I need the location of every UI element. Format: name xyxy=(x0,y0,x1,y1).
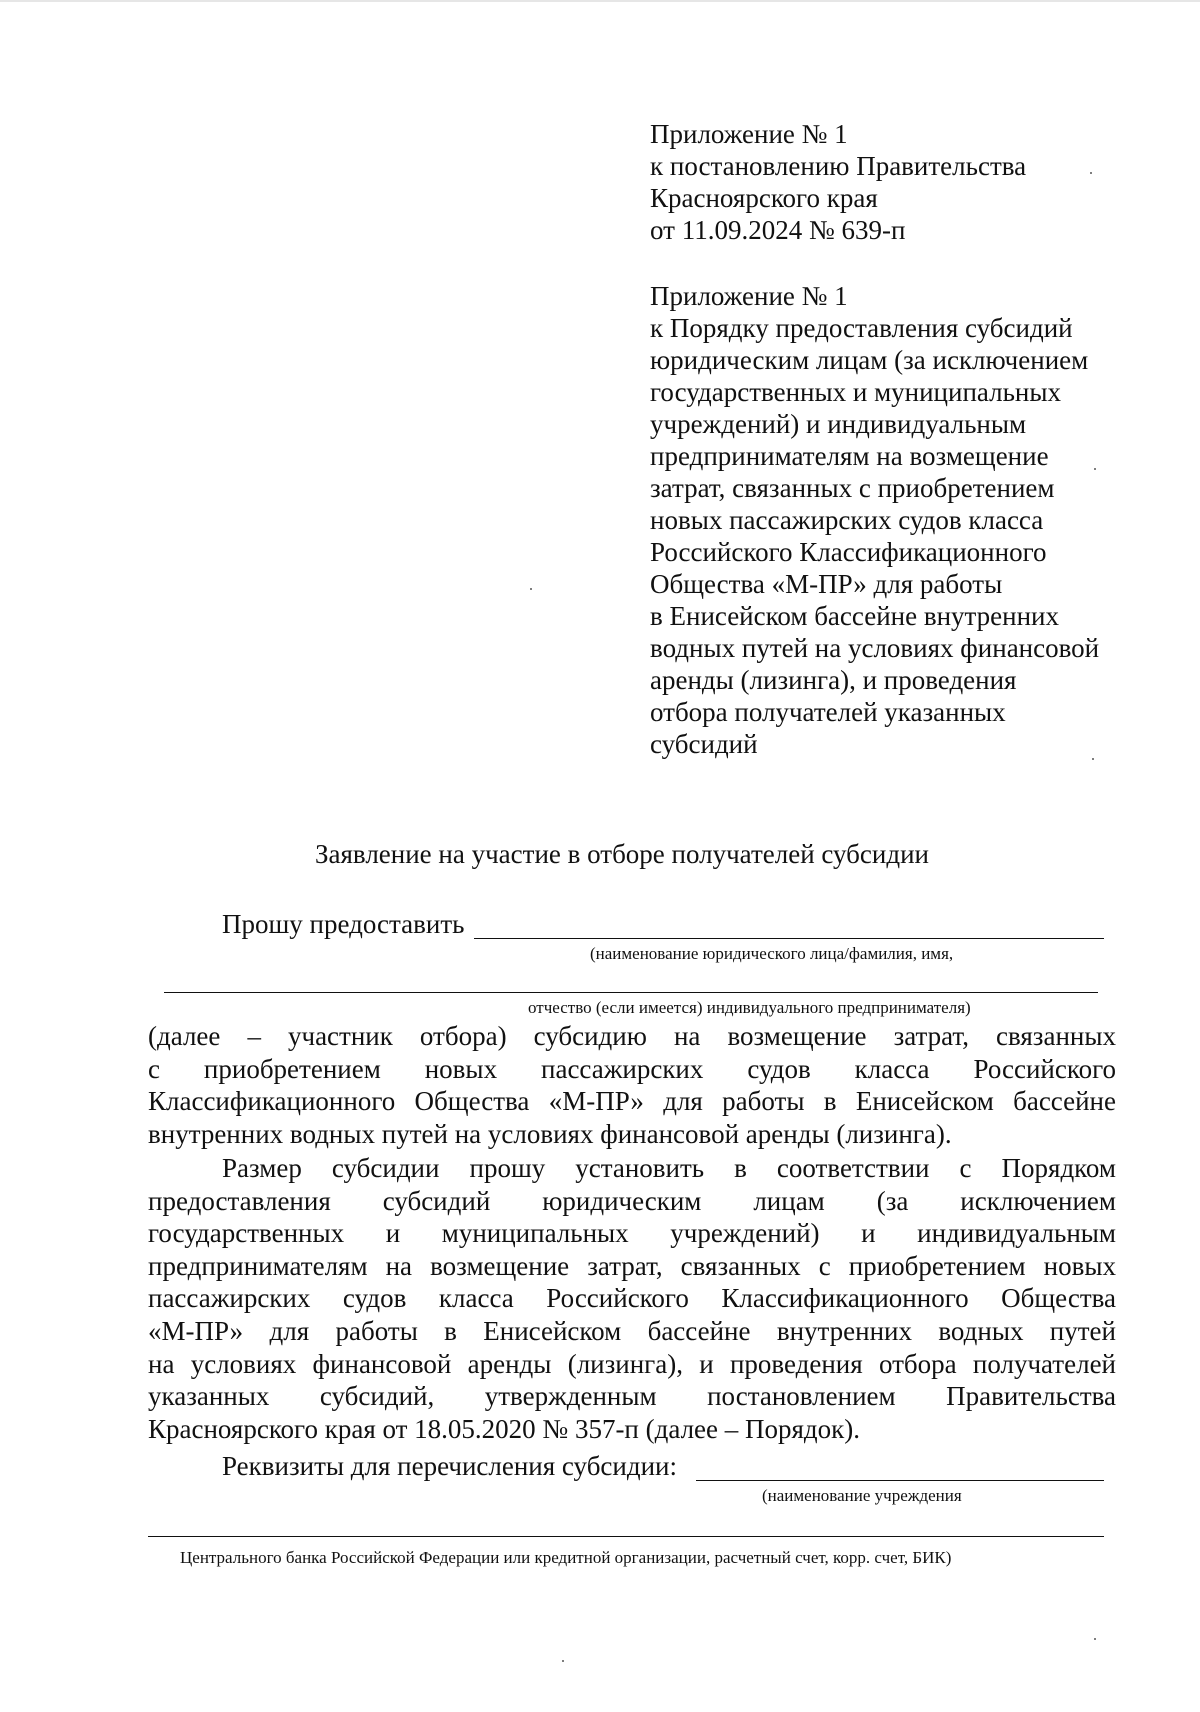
scan-speck xyxy=(1090,172,1092,174)
paragraph-line: предоставления субсидий юридическим лицам (за исключением xyxy=(148,1185,1116,1216)
paragraph-line: «М-ПР» для работы в Енисейском бассейне внутренних водных путей xyxy=(148,1315,1116,1346)
appendix-line: к постановлению Правительства xyxy=(650,151,1027,181)
appendix-header-resolution xyxy=(650,118,1150,246)
requisites-hint-2: Центрального банка Российской Федерации или кредитной организации, расчетный счет, корр. счет, БИК) xyxy=(180,1548,952,1567)
appendix-line: Общества «М-ПР» для работы xyxy=(650,569,1003,599)
scan-speck xyxy=(562,1660,564,1662)
appendix-line: к Порядку предоставления субсидий xyxy=(650,313,1073,343)
paragraph-line: на условиях финансовой аренды (лизинга), и проведения отбора получателей xyxy=(148,1348,1116,1379)
paragraph-line: пассажирских судов класса Российского Классификационного Общества xyxy=(148,1283,1116,1314)
scan-speck xyxy=(530,588,532,590)
scan-speck xyxy=(1094,468,1096,470)
paragraph-line: с приобретением новых пассажирских судов класса Российского xyxy=(148,1053,1116,1084)
appendix-line: государственных и муниципальных xyxy=(650,377,1061,407)
request-label: Прошу предоставить xyxy=(222,909,465,939)
requisites-hint: (наименование учреждения xyxy=(762,1486,962,1505)
requisites-label: Реквизиты для перечисления субсидии: xyxy=(222,1451,678,1481)
appendix-line: юридическим лицам (за исключением xyxy=(650,345,1089,375)
applicant-name-hint: (наименование юридического лица/фамилия, имя, xyxy=(590,944,954,963)
appendix-line: Приложение № 1 xyxy=(650,281,848,311)
requisites-line-2[interactable] xyxy=(148,1508,1104,1537)
paragraph-line: предпринимателям на возмещение затрат, связанных с приобретением новых xyxy=(148,1250,1116,1281)
paragraph-subsidy-request xyxy=(148,1020,1116,1150)
document-title: Заявление на участие в отборе получателей субсидии xyxy=(315,839,929,869)
paragraph-line: указанных субсидий, утвержденным постановлением Правительства xyxy=(148,1381,1116,1412)
appendix-line: Красноярского края xyxy=(650,183,878,213)
paragraph-line: внутренних водных путей на условиях финансовой аренды (лизинга). xyxy=(148,1118,952,1149)
appendix-line: аренды (лизинга), и проведения xyxy=(650,665,1017,695)
appendix-line: затрат, связанных с приобретением xyxy=(650,473,1055,503)
appendix-line: учреждений) и индивидуальным xyxy=(650,409,1027,439)
appendix-line: субсидий xyxy=(650,729,758,759)
appendix-line: от 11.09.2024 № 639-п xyxy=(650,215,906,245)
applicant-name-line[interactable] xyxy=(474,908,1104,939)
paragraph-line: (далее – участник отбора) субсидию на возмещение затрат, связанных xyxy=(148,1021,1116,1051)
appendix-line: Российского Классификационного xyxy=(650,537,1047,567)
paragraph-line: государственных и муниципальных учреждений) и индивидуальным xyxy=(148,1218,1116,1249)
paragraph-subsidy-amount xyxy=(148,1152,1116,1445)
scan-speck xyxy=(1092,758,1094,760)
appendix-line: отбора получателей указанных xyxy=(650,697,1006,727)
scan-speck xyxy=(1094,1638,1096,1640)
paragraph-line: Размер субсидии прошу установить в соответствии с Порядком xyxy=(222,1153,1116,1183)
appendix-line: Приложение № 1 xyxy=(650,119,848,149)
appendix-line: новых пассажирских судов класса xyxy=(650,505,1044,535)
page-edge xyxy=(0,0,1200,2)
appendix-line: предпринимателям на возмещение xyxy=(650,441,1049,471)
appendix-line: водных путей на условиях финансовой xyxy=(650,633,1100,663)
paragraph-line: Классификационного Общества «М-ПР» для работы в Енисейском бассейне xyxy=(148,1086,1116,1117)
applicant-name-hint-2: отчество (если имеется) индивидуального предпринимателя) xyxy=(528,998,971,1017)
paragraph-line: Красноярского края от 18.05.2020 № 357-п (далее – Порядок). xyxy=(148,1413,861,1444)
appendix-line: в Енисейском бассейне внутренних xyxy=(650,601,1059,631)
appendix-header-procedure xyxy=(650,280,1150,760)
applicant-name-line-2[interactable] xyxy=(164,962,1098,993)
requisites-line[interactable] xyxy=(696,1450,1104,1481)
